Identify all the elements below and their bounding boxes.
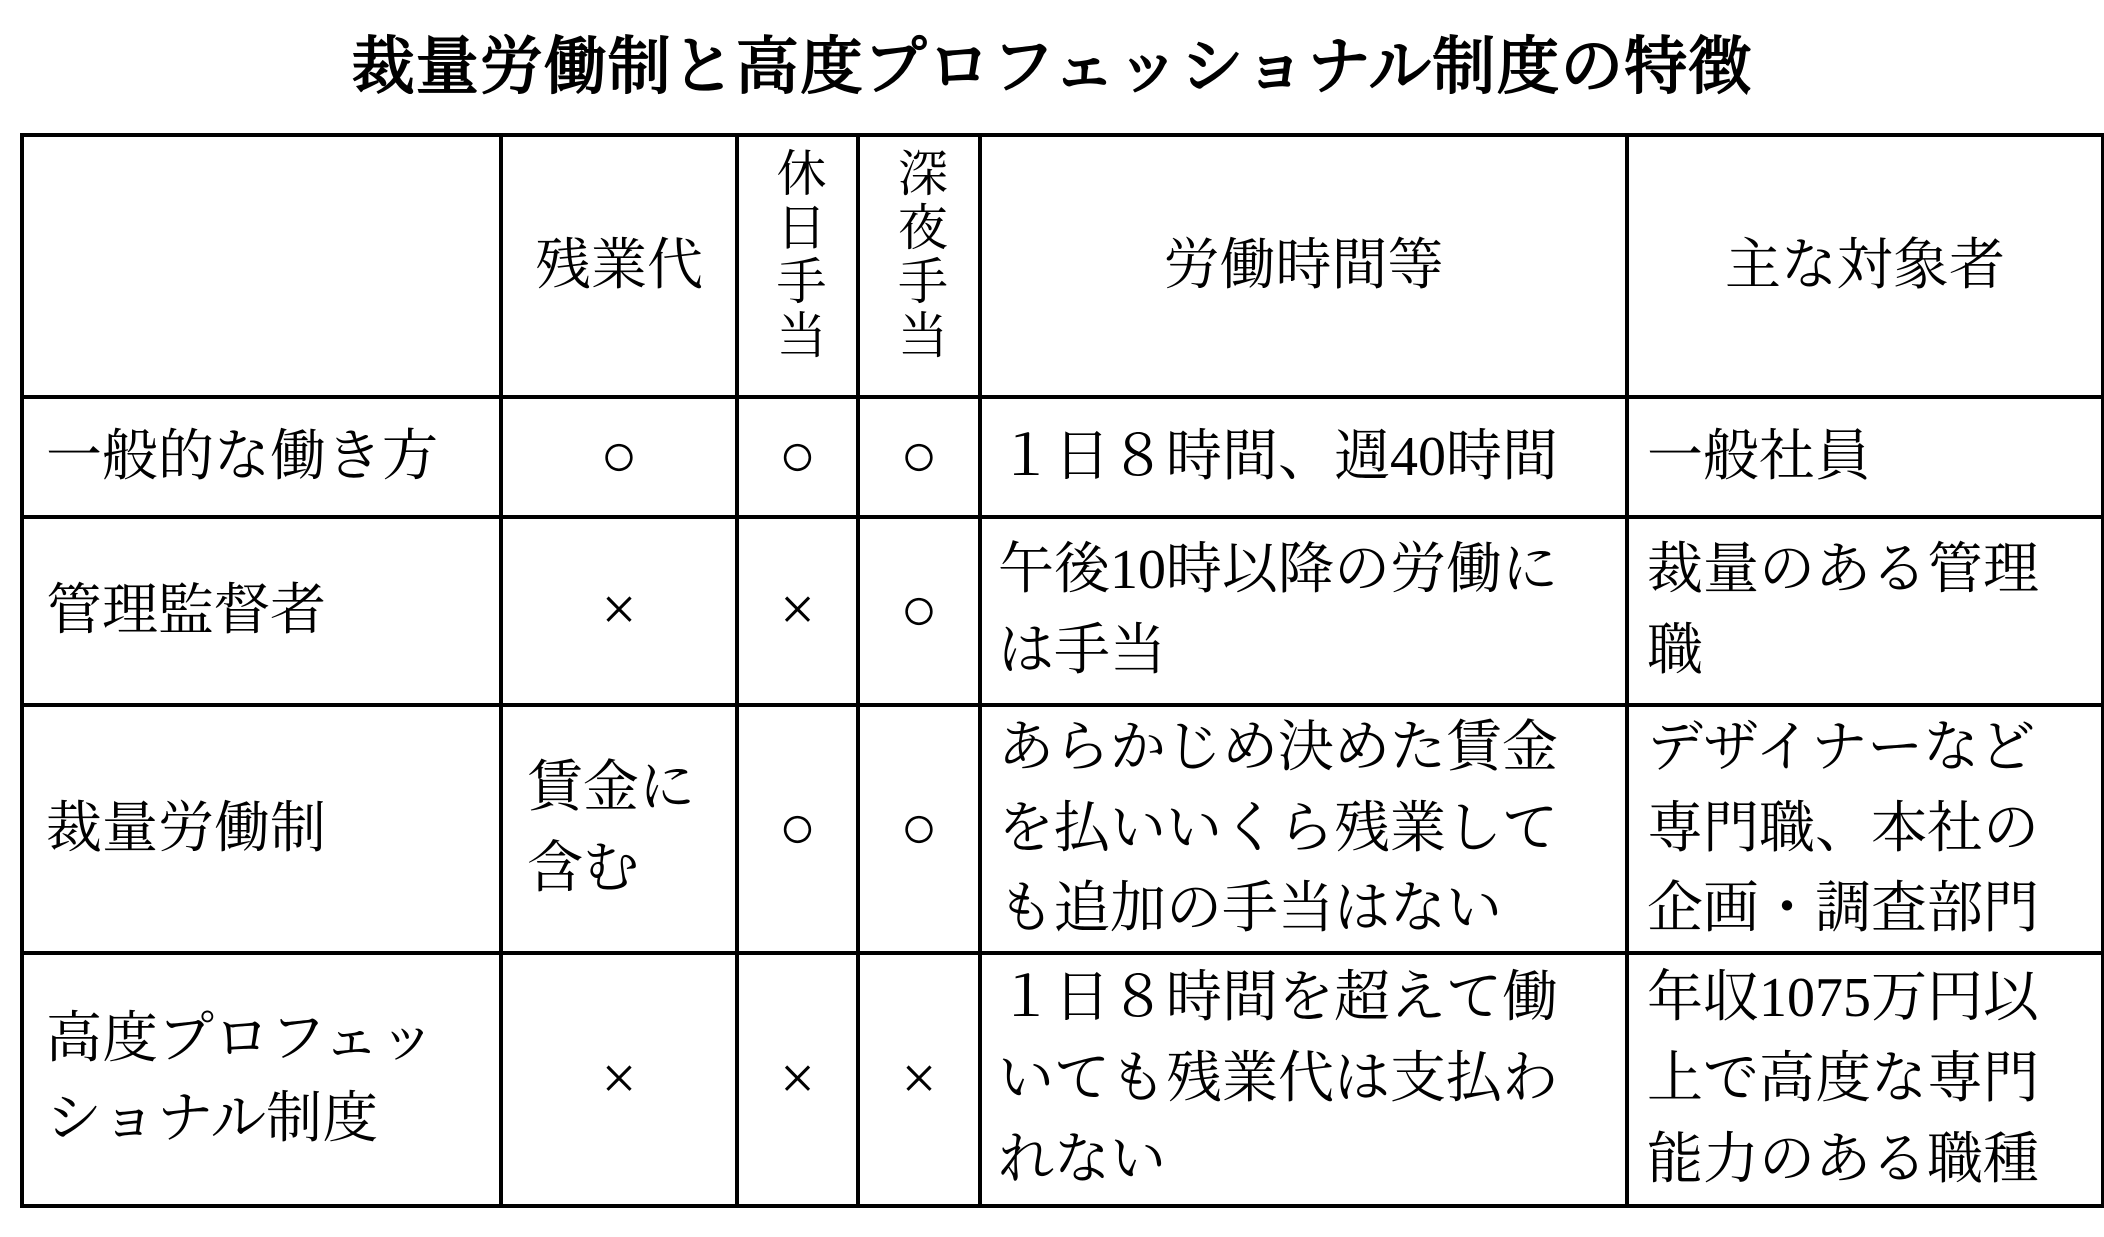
table-row-general-work — [22, 397, 2103, 517]
header-late-night-allowance — [858, 135, 980, 397]
cell-professional-night-mark: × — [858, 953, 980, 1206]
page-title: 裁量労働制と高度プロフェッショナル制度の特徴 — [351, 32, 1753, 102]
row-label-highly-professional: 高度プロフェッショナル制度 — [22, 953, 501, 1206]
row-label-discretionary-labor: 裁量労働制 — [22, 705, 501, 953]
header-holiday-allowance — [737, 135, 858, 397]
header-row — [22, 135, 2103, 397]
header-late-night-allowance-label: 深夜手当 — [891, 146, 947, 363]
cell-discretionary-working-hours: あらかじめ決めた賃金を払いいくら残業しても追加の手当はない — [980, 705, 1627, 953]
header-overtime-pay: 残業代 — [501, 135, 737, 397]
cell-supervisors-night-mark: ○ — [858, 517, 980, 705]
cell-professional-holiday-mark: × — [737, 953, 858, 1206]
table-row-supervisors — [22, 517, 2103, 705]
cell-supervisors-overtime-mark: × — [501, 517, 737, 705]
cell-supervisors-main-targets: 裁量のある管理職 — [1627, 517, 2103, 705]
cell-discretionary-overtime-note: 賃金に含む — [501, 705, 737, 953]
header-holiday-allowance-label: 休日手当 — [769, 146, 826, 363]
cell-supervisors-holiday-mark: × — [737, 517, 858, 705]
cell-discretionary-main-targets: デザイナーなど専門職、本社の企画・調査部門 — [1627, 705, 2103, 953]
header-working-hours: 労働時間等 — [980, 135, 1627, 397]
header-main-targets: 主な対象者 — [1627, 135, 2103, 397]
cell-professional-working-hours: １日８時間を超えて働いても残業代は支払われない — [980, 953, 1627, 1206]
cell-general-main-targets: 一般社員 — [1627, 397, 2103, 517]
cell-general-night-mark: ○ — [858, 397, 980, 517]
row-label-supervisors: 管理監督者 — [22, 517, 501, 705]
cell-supervisors-working-hours: 午後10時以降の労働には手当 — [980, 517, 1627, 705]
table-row-highly-professional — [22, 953, 2103, 1206]
table-row-discretionary-labor — [22, 705, 2103, 953]
work-system-comparison-table — [20, 133, 2104, 1208]
cell-general-overtime-mark: ○ — [501, 397, 737, 517]
cell-general-holiday-mark: ○ — [737, 397, 858, 517]
cell-professional-main-targets: 年収1075万円以上で高度な専門能力のある職種 — [1627, 953, 2103, 1206]
row-label-general-work: 一般的な働き方 — [22, 397, 501, 517]
cell-professional-overtime-mark: × — [501, 953, 737, 1206]
cell-discretionary-holiday-mark: ○ — [737, 705, 858, 953]
header-empty-cell — [22, 135, 501, 397]
cell-general-working-hours: １日８時間、週40時間 — [980, 397, 1627, 517]
cell-discretionary-night-mark: ○ — [858, 705, 980, 953]
